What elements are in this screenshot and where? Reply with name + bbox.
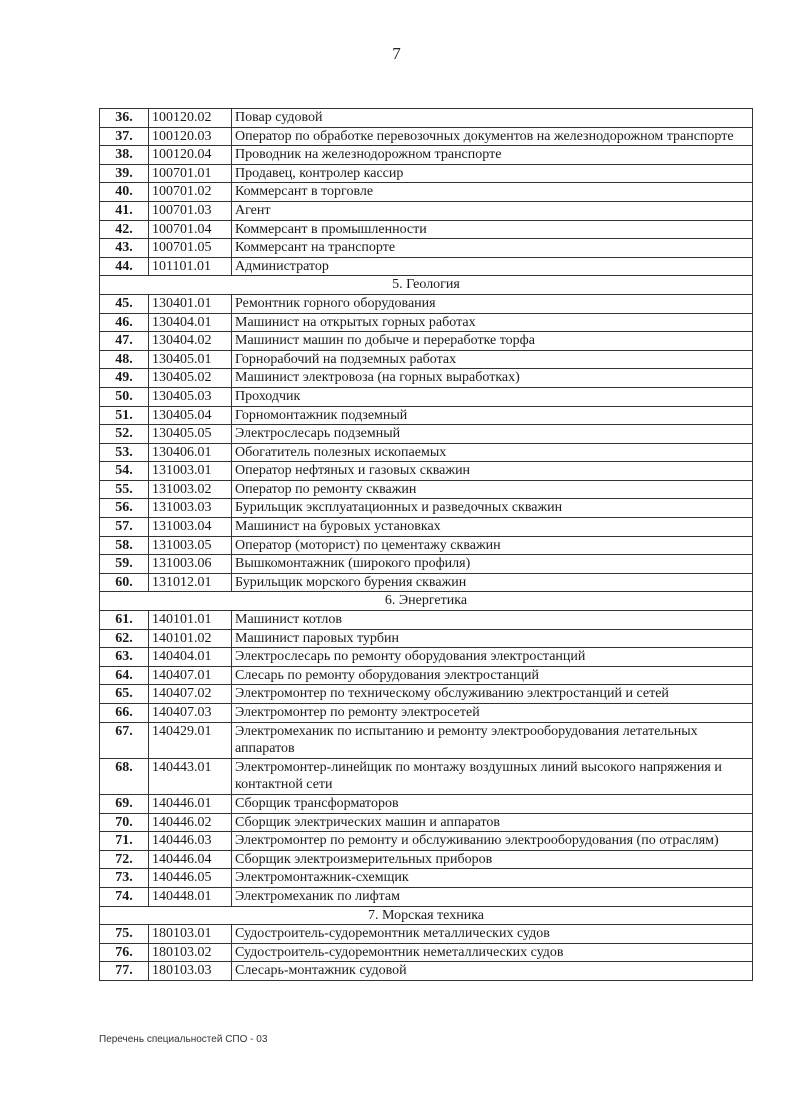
table-row: [100, 573, 753, 592]
specialty-code: 140446.04: [149, 850, 232, 869]
table-row: [100, 109, 753, 128]
table-row: [100, 555, 753, 574]
specialty-name: Проводник на железнодорожном транспорте: [232, 146, 753, 165]
table-row: [100, 332, 753, 351]
table-row: [100, 869, 753, 888]
specialties-table: [99, 108, 753, 981]
specialty-code: 140446.05: [149, 869, 232, 888]
specialty-name: Слесарь-монтажник судовой: [232, 962, 753, 981]
row-number: 70.: [100, 813, 149, 832]
specialty-code: 180103.02: [149, 943, 232, 962]
specialty-name: Машинист на буровых установках: [232, 518, 753, 537]
row-number: 69.: [100, 794, 149, 813]
table-row: [100, 239, 753, 258]
section-title: 6. Энергетика: [100, 592, 753, 611]
table-row: [100, 443, 753, 462]
row-number: 42.: [100, 220, 149, 239]
specialty-name: Судостроитель-судоремонтник неметаллических судов: [232, 943, 753, 962]
specialty-name: Горномонтажник подземный: [232, 406, 753, 425]
table-row: [100, 887, 753, 906]
row-number: 49.: [100, 369, 149, 388]
specialty-name: Машинист машин по добыче и переработке торфа: [232, 332, 753, 351]
specialty-name: Обогатитель полезных ископаемых: [232, 443, 753, 462]
table-row: [100, 832, 753, 851]
specialty-code: 131003.05: [149, 536, 232, 555]
specialty-name: Оператор по обработке перевозочных документов на железнодорожном транспорте: [232, 127, 753, 146]
section-row: [100, 276, 753, 295]
table-row: [100, 164, 753, 183]
specialty-code: 131012.01: [149, 573, 232, 592]
table-row: [100, 387, 753, 406]
row-number: 39.: [100, 164, 149, 183]
specialty-name: Электромонтер по техническому обслуживанию электростанций и сетей: [232, 685, 753, 704]
specialty-name: Машинист на открытых горных работах: [232, 313, 753, 332]
specialty-name: Оператор нефтяных и газовых скважин: [232, 462, 753, 481]
specialty-code: 100120.02: [149, 109, 232, 128]
specialty-code: 100701.03: [149, 201, 232, 220]
specialty-code: 140446.03: [149, 832, 232, 851]
table-row: [100, 406, 753, 425]
specialty-code: 131003.04: [149, 518, 232, 537]
row-number: 54.: [100, 462, 149, 481]
specialty-name: Коммерсант в промышленности: [232, 220, 753, 239]
specialty-code: 130405.01: [149, 350, 232, 369]
row-number: 75.: [100, 925, 149, 944]
row-number: 76.: [100, 943, 149, 962]
row-number: 52.: [100, 425, 149, 444]
specialty-code: 130405.05: [149, 425, 232, 444]
row-number: 65.: [100, 685, 149, 704]
specialty-code: 140446.01: [149, 794, 232, 813]
specialty-name: Продавец, контролер кассир: [232, 164, 753, 183]
row-number: 74.: [100, 887, 149, 906]
specialty-name: Коммерсант в торговле: [232, 183, 753, 202]
row-number: 47.: [100, 332, 149, 351]
specialty-code: 140448.01: [149, 887, 232, 906]
specialty-name: Электрослесарь по ремонту оборудования электростанций: [232, 648, 753, 667]
specialty-code: 140407.03: [149, 704, 232, 723]
specialty-code: 130404.01: [149, 313, 232, 332]
table-row: [100, 666, 753, 685]
specialty-code: 140404.01: [149, 648, 232, 667]
section-row: [100, 592, 753, 611]
specialty-code: 130405.02: [149, 369, 232, 388]
page-number: 7: [392, 44, 401, 63]
row-number: 71.: [100, 832, 149, 851]
specialty-code: 131003.03: [149, 499, 232, 518]
specialty-code: 100120.03: [149, 127, 232, 146]
table-row: [100, 220, 753, 239]
specialty-name: Машинист котлов: [232, 611, 753, 630]
row-number: 67.: [100, 722, 149, 758]
specialty-name: Машинист электровоза (на горных выработках): [232, 369, 753, 388]
specialty-code: 130405.03: [149, 387, 232, 406]
specialty-name: Бурильщик эксплуатационных и разведочных скважин: [232, 499, 753, 518]
table-row: [100, 146, 753, 165]
specialty-code: 130406.01: [149, 443, 232, 462]
row-number: 48.: [100, 350, 149, 369]
row-number: 40.: [100, 183, 149, 202]
table-row: [100, 794, 753, 813]
specialty-code: 130405.04: [149, 406, 232, 425]
table-row: [100, 294, 753, 313]
table-row: [100, 201, 753, 220]
table-row: [100, 480, 753, 499]
specialty-code: 140407.01: [149, 666, 232, 685]
page-footer: Перечень специальностей СПО - 03: [99, 1034, 268, 1045]
specialty-code: 101101.01: [149, 257, 232, 276]
row-number: 53.: [100, 443, 149, 462]
table-row: [100, 758, 753, 794]
specialty-name: Электромонтер по ремонту электросетей: [232, 704, 753, 723]
specialty-code: 100120.04: [149, 146, 232, 165]
specialty-code: 180103.03: [149, 962, 232, 981]
specialty-code: 140429.01: [149, 722, 232, 758]
table-row: [100, 962, 753, 981]
specialty-name: Бурильщик морского бурения скважин: [232, 573, 753, 592]
specialty-name: Ремонтник горного оборудования: [232, 294, 753, 313]
specialty-name: Сборщик электроизмерительных приборов: [232, 850, 753, 869]
row-number: 44.: [100, 257, 149, 276]
specialty-name: Сборщик электрических машин и аппаратов: [232, 813, 753, 832]
row-number: 55.: [100, 480, 149, 499]
row-number: 68.: [100, 758, 149, 794]
table-row: [100, 183, 753, 202]
table-row: [100, 704, 753, 723]
specialty-name: Электромонтажник-схемщик: [232, 869, 753, 888]
section-row: [100, 906, 753, 925]
specialty-name: Коммерсант на транспорте: [232, 239, 753, 258]
specialty-code: 131003.01: [149, 462, 232, 481]
specialty-code: 140443.01: [149, 758, 232, 794]
table-row: [100, 425, 753, 444]
table-row: [100, 850, 753, 869]
specialty-code: 100701.05: [149, 239, 232, 258]
table-row: [100, 722, 753, 758]
specialty-name: Электромонтер по ремонту и обслуживанию электрооборудования (по отраслям): [232, 832, 753, 851]
specialty-code: 100701.01: [149, 164, 232, 183]
row-number: 72.: [100, 850, 149, 869]
specialty-code: 131003.06: [149, 555, 232, 574]
table-row: [100, 257, 753, 276]
table-row: [100, 813, 753, 832]
table-row: [100, 499, 753, 518]
row-number: 64.: [100, 666, 149, 685]
table-row: [100, 462, 753, 481]
specialty-code: 131003.02: [149, 480, 232, 499]
table-row: [100, 685, 753, 704]
specialty-code: 140101.01: [149, 611, 232, 630]
row-number: 50.: [100, 387, 149, 406]
specialty-code: 140101.02: [149, 629, 232, 648]
table-row: [100, 648, 753, 667]
row-number: 63.: [100, 648, 149, 667]
table-row: [100, 943, 753, 962]
specialty-name: Оператор по ремонту скважин: [232, 480, 753, 499]
specialty-name: Электромеханик по лифтам: [232, 887, 753, 906]
specialty-name: Сборщик трансформаторов: [232, 794, 753, 813]
specialty-name: Оператор (моторист) по цементажу скважин: [232, 536, 753, 555]
row-number: 51.: [100, 406, 149, 425]
row-number: 43.: [100, 239, 149, 258]
row-number: 61.: [100, 611, 149, 630]
specialty-name: Агент: [232, 201, 753, 220]
specialty-code: 100701.04: [149, 220, 232, 239]
row-number: 56.: [100, 499, 149, 518]
specialty-code: 140407.02: [149, 685, 232, 704]
table-row: [100, 369, 753, 388]
row-number: 62.: [100, 629, 149, 648]
specialty-name: Горнорабочий на подземных работах: [232, 350, 753, 369]
table-row: [100, 611, 753, 630]
table-row: [100, 925, 753, 944]
specialty-name: Электромеханик по испытанию и ремонту электрооборудования летательных аппаратов: [232, 722, 753, 758]
row-number: 66.: [100, 704, 149, 723]
row-number: 58.: [100, 536, 149, 555]
table-row: [100, 350, 753, 369]
row-number: 37.: [100, 127, 149, 146]
row-number: 38.: [100, 146, 149, 165]
specialty-code: 100701.02: [149, 183, 232, 202]
row-number: 77.: [100, 962, 149, 981]
row-number: 73.: [100, 869, 149, 888]
specialty-name: Администратор: [232, 257, 753, 276]
row-number: 36.: [100, 109, 149, 128]
row-number: 45.: [100, 294, 149, 313]
row-number: 57.: [100, 518, 149, 537]
table-row: [100, 536, 753, 555]
row-number: 46.: [100, 313, 149, 332]
specialty-code: 140446.02: [149, 813, 232, 832]
specialty-name: Повар судовой: [232, 109, 753, 128]
row-number: 60.: [100, 573, 149, 592]
section-title: 7. Морская техника: [100, 906, 753, 925]
table-row: [100, 518, 753, 537]
specialty-name: Машинист паровых турбин: [232, 629, 753, 648]
specialty-name: Электромонтер-линейщик по монтажу воздушных линий высокого напряжения и контактной сети: [232, 758, 753, 794]
specialty-code: 130401.01: [149, 294, 232, 313]
specialty-name: Слесарь по ремонту оборудования электростанций: [232, 666, 753, 685]
specialty-name: Проходчик: [232, 387, 753, 406]
table-row: [100, 313, 753, 332]
specialty-code: 180103.01: [149, 925, 232, 944]
specialties-table-body: [100, 109, 753, 981]
table-row: [100, 127, 753, 146]
specialty-name: Судостроитель-судоремонтник металлических судов: [232, 925, 753, 944]
section-title: 5. Геология: [100, 276, 753, 295]
specialty-name: Вышкомонтажник (широкого профиля): [232, 555, 753, 574]
row-number: 59.: [100, 555, 149, 574]
row-number: 41.: [100, 201, 149, 220]
table-row: [100, 629, 753, 648]
specialty-code: 130404.02: [149, 332, 232, 351]
specialty-name: Электрослесарь подземный: [232, 425, 753, 444]
